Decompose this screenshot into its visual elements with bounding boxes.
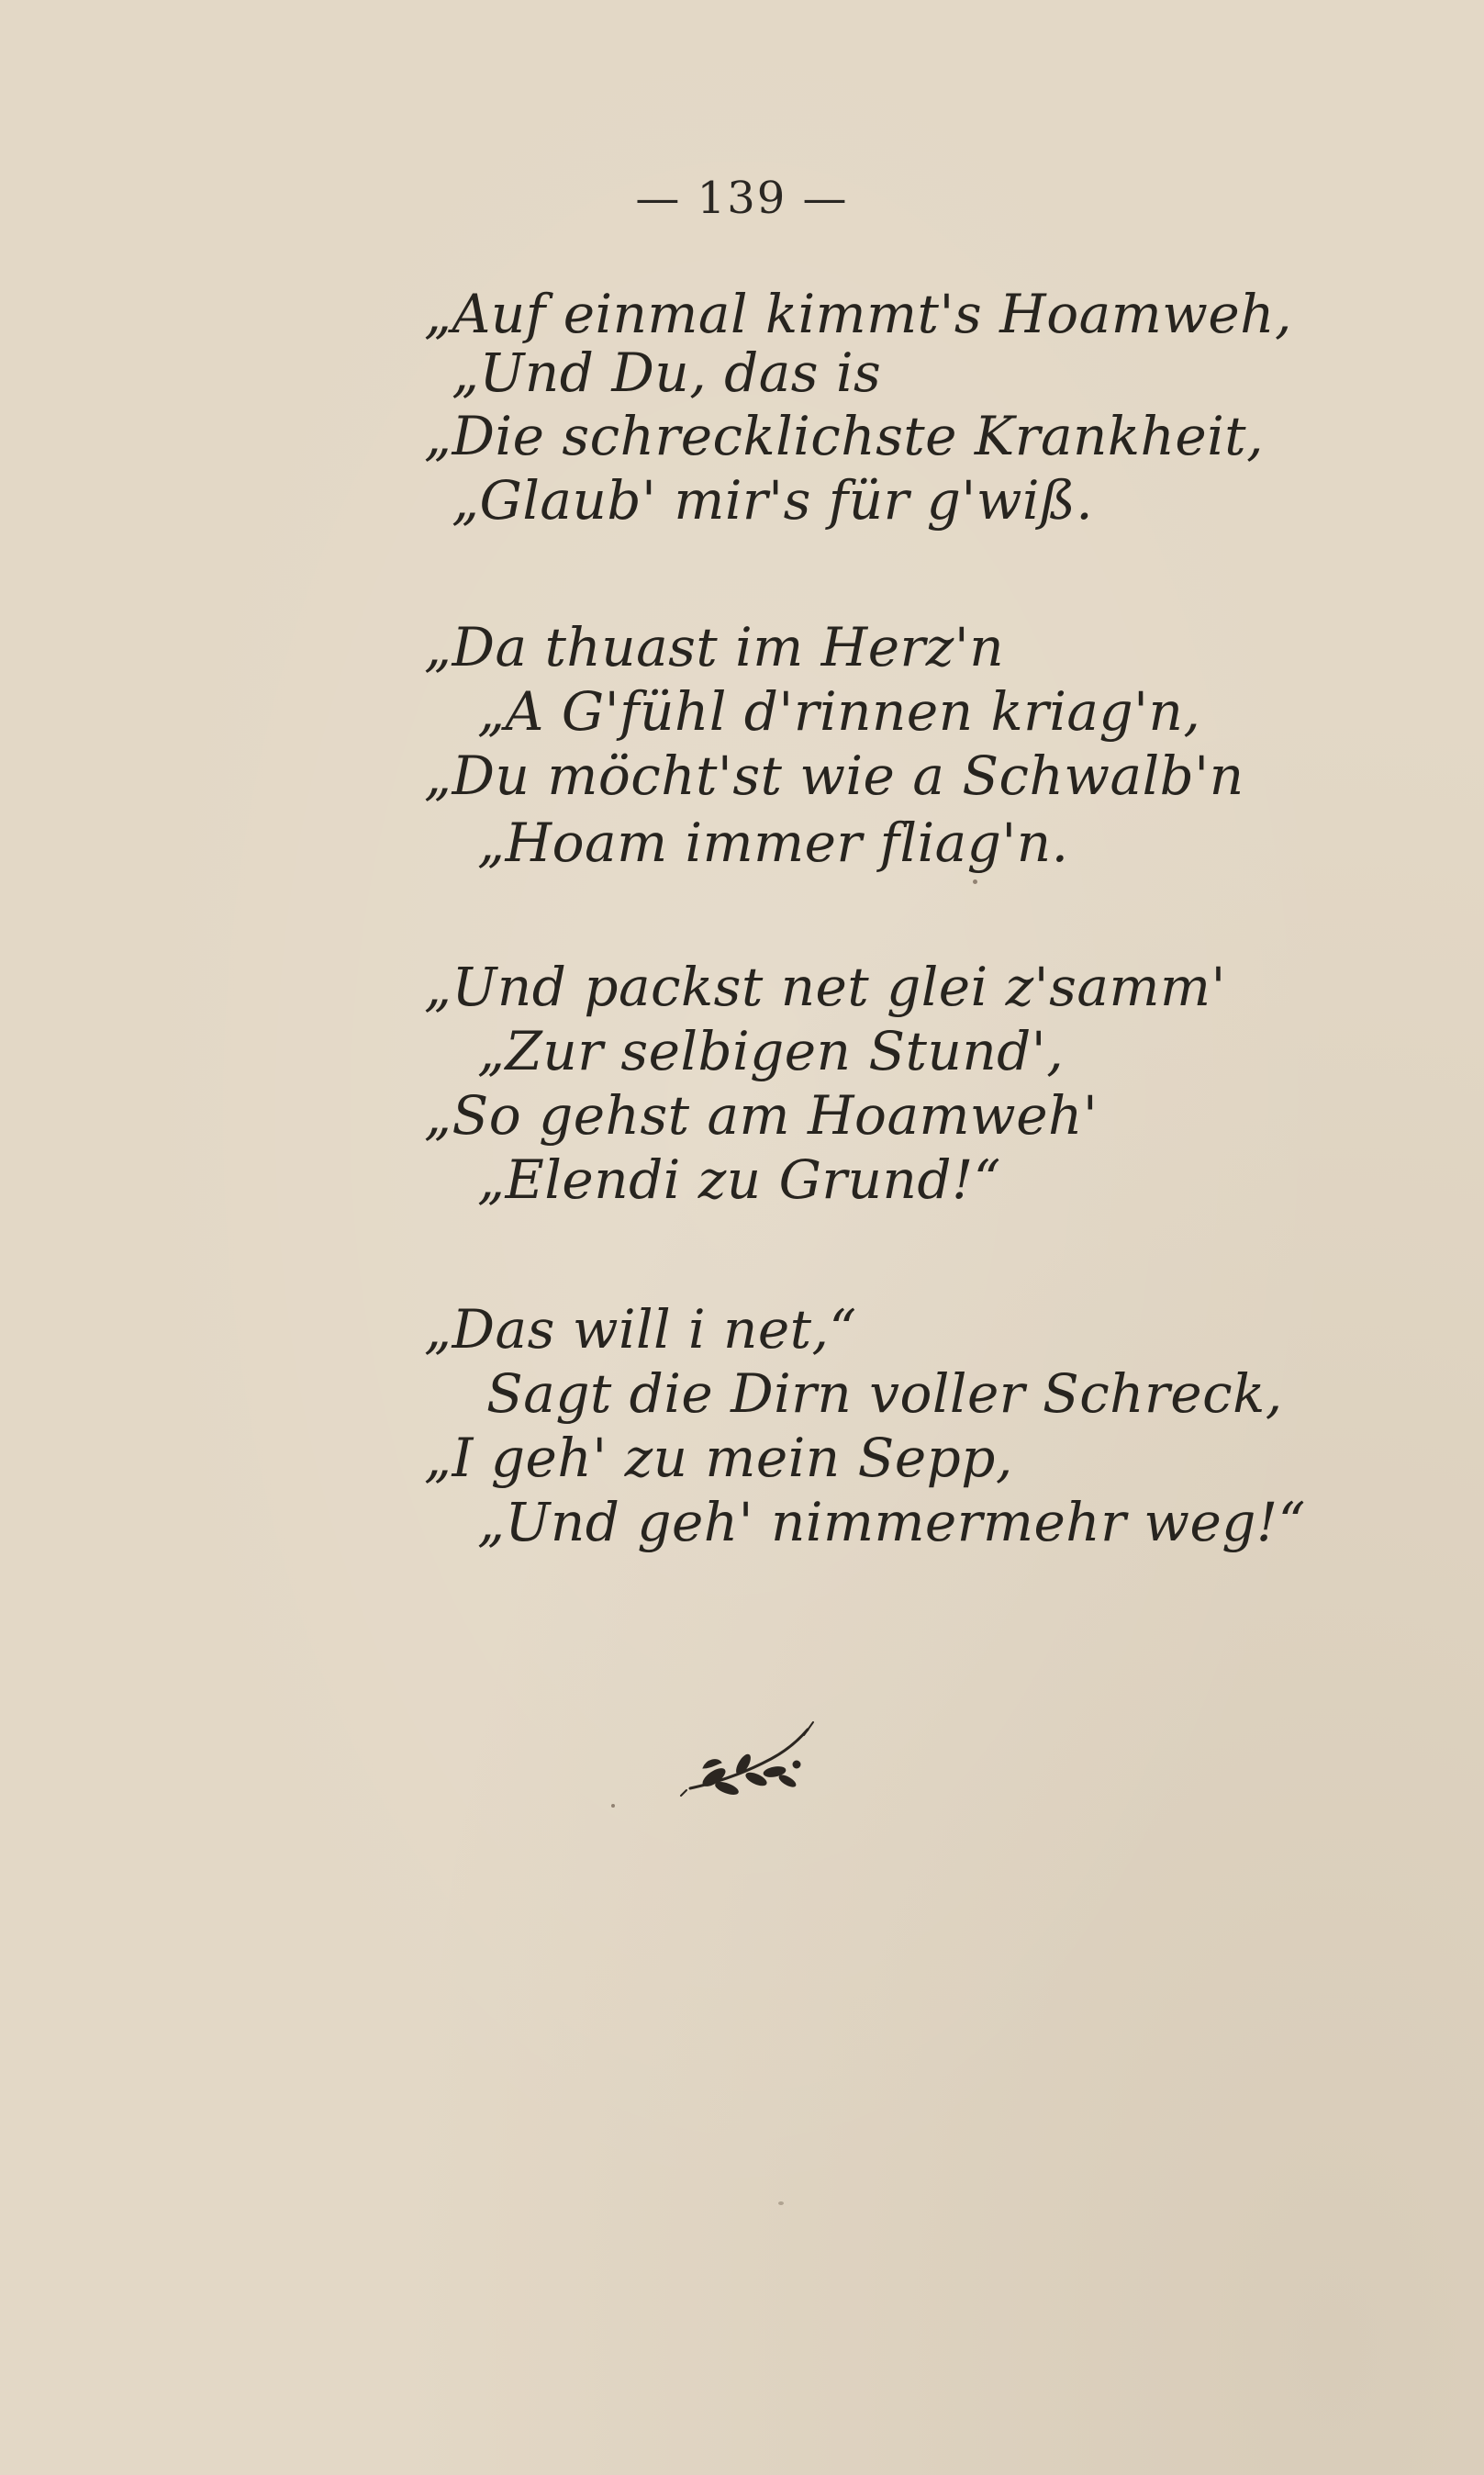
paper-speck	[973, 879, 977, 884]
poem-line: „Auf einmal kimmt's Hoamweh,	[424, 283, 1292, 345]
poem-line: „I geh' zu mein Sepp,	[424, 1427, 1013, 1489]
poem-line: „Da thuast im Herz'n	[424, 616, 1005, 678]
poem-line: „Und Du, das is	[452, 342, 882, 404]
poem-line: „Und packst net glei z'samm'	[424, 956, 1226, 1018]
poem-line: „Du möcht'st wie a Schwalb'n	[424, 745, 1244, 807]
paper-speck	[778, 2201, 784, 2205]
floral-vignette-icon	[679, 1717, 826, 1809]
poem-line: „Hoam immer fliag'n.	[477, 812, 1069, 874]
poem-line: „Glaub' mir's für g'wiß.	[452, 469, 1094, 532]
page-number: — 139 —	[635, 173, 849, 224]
poem-line: „Das will i net,“	[424, 1298, 857, 1361]
poem-line: Sagt die Dirn voller Schreck,	[486, 1362, 1283, 1425]
poem-line: „Die schrecklichste Krankheit,	[424, 405, 1265, 467]
poem-line: „So gehst am Hoamweh'	[424, 1084, 1099, 1147]
poem-line: „A G'fühl d'rinnen kriag'n,	[477, 680, 1201, 743]
paper-speck	[611, 1804, 615, 1808]
poem-line: „Und geh' nimmermehr weg!“	[477, 1491, 1306, 1553]
poem-line: „Elendi zu Grund!“	[477, 1148, 1001, 1211]
poem-line: „Zur selbigen Stund',	[477, 1020, 1065, 1082]
